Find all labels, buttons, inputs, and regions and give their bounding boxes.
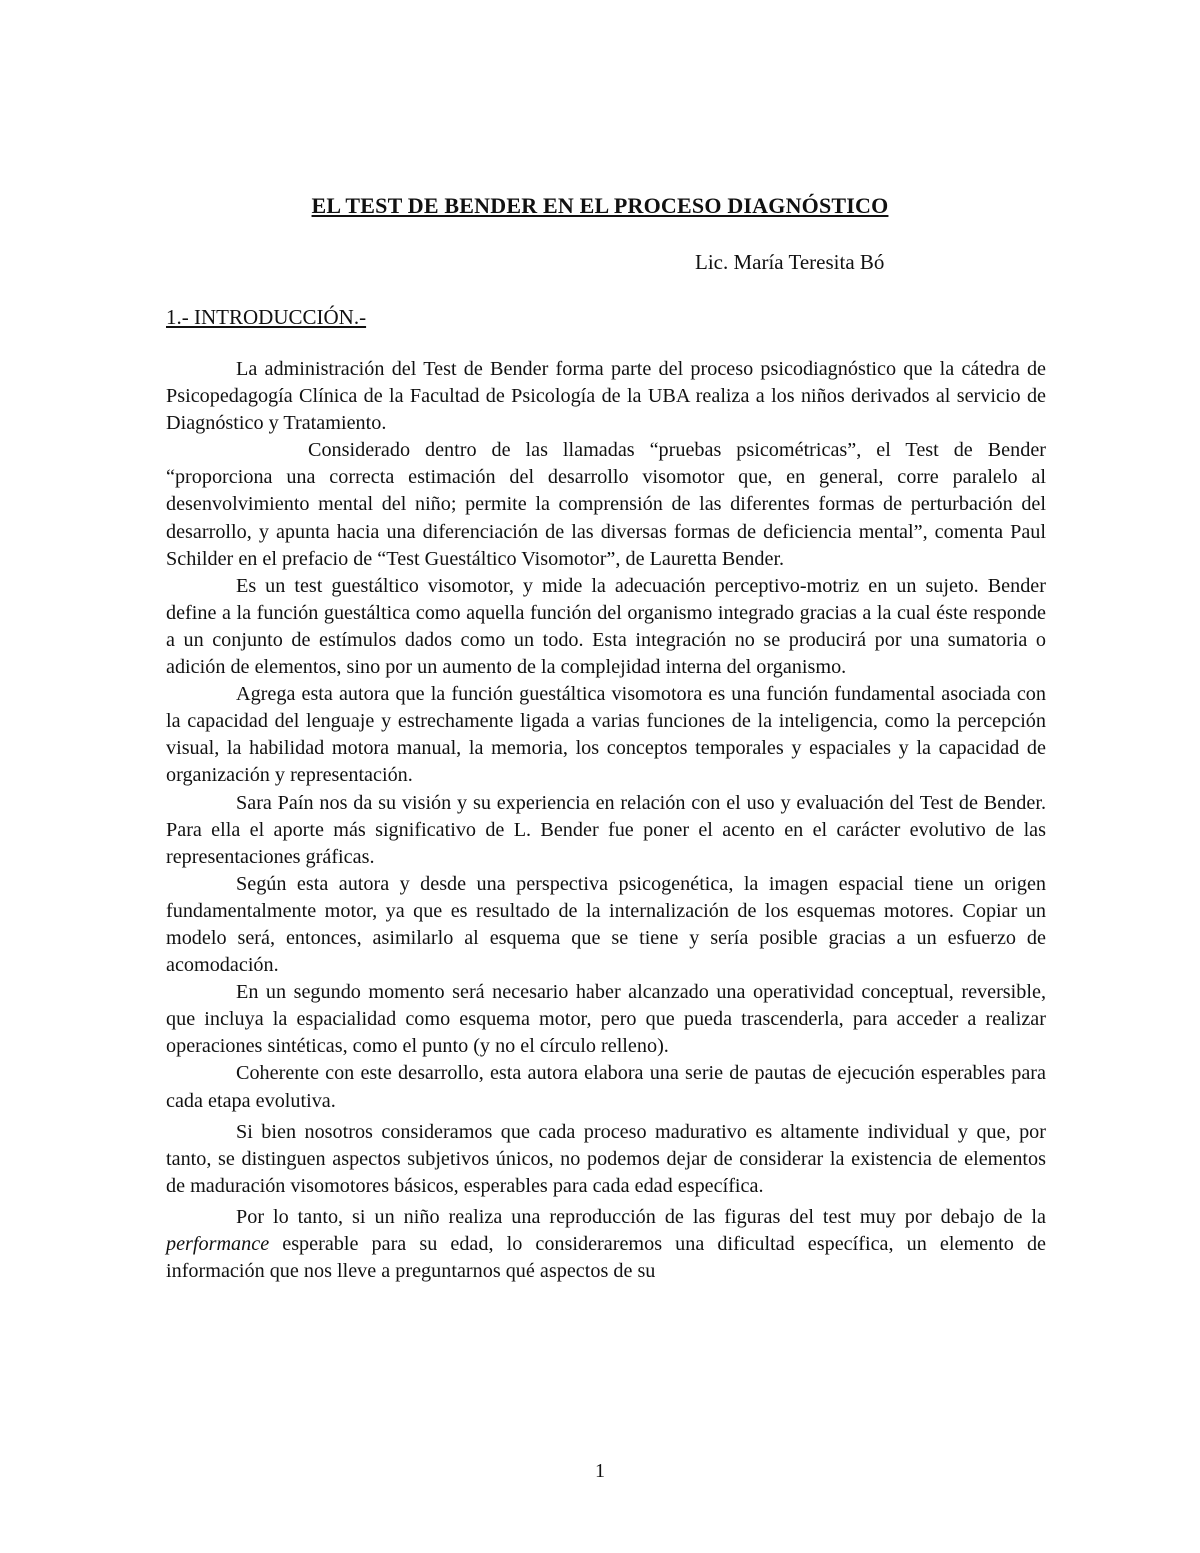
body-text bbox=[166, 356, 1046, 1285]
paragraph: Sara Paín nos da su visión y su experiencia en relación con el uso y evaluación del Test de Bender. Para ella el aporte más significativo de L. Bender fue poner el acento en el carácter evolutivo de las representaciones gráficas. bbox=[166, 791, 1046, 868]
emphasis-text: performance bbox=[166, 1233, 270, 1255]
paragraph: Según esta autora y desde una perspectiva psicogenética, la imagen espacial tiene un origen fundamentalmente motor, ya que es resultado de la internalización de los esquemas motores. Copiar un modelo será, entonces, asimilarlo al esquema que se tiene y sería posible gracias a un esfuerzo de acomodación. bbox=[166, 872, 1046, 977]
paragraph bbox=[166, 1204, 1046, 1285]
page-number: 1 bbox=[595, 1460, 605, 1482]
author-line: Lic. María Teresita Bó bbox=[695, 250, 885, 274]
paragraph: La administración del Test de Bender forma parte del proceso psicodiagnóstico que la cátedra de Psicopedagogía Clínica de la Facultad de Psicología de la UBA realiza a los niños derivados al servicio de Diagnóstico y Tratamiento. bbox=[166, 358, 1046, 435]
paragraph: Si bien nosotros consideramos que cada proceso madurativo es altamente individual y que, por tanto, se distinguen aspectos subjetivos únicos, no podemos dejar de considerar la existencia de elementos de maduración visomotores básicos, esperables para cada edad específica. bbox=[166, 1120, 1046, 1197]
paragraph: En un segundo momento será necesario haber alcanzado una operatividad conceptual, reversible, que incluya la espacialidad como esquema motor, pero que pueda trascenderla, para acceder a realizar operaciones sintéticas, como el punto (y no el círculo relleno). bbox=[166, 981, 1046, 1058]
section-heading: 1.- INTRODUCCIÓN.- bbox=[166, 305, 367, 329]
paragraph: Coherente con este desarrollo, esta autora elabora una serie de pautas de ejecución esperables para cada etapa evolutiva. bbox=[166, 1062, 1046, 1112]
paragraph: Es un test guestáltico visomotor, y mide la adecuación perceptivo-motriz en un sujeto. Bender define a la función guestáltica como aquella función del organismo integrado gracias a la cual éste responde a un conjunto de estímulos dados como un todo. Esta integración no se producirá por una sumatoria o adición de elementos, sino por un aumento de la complejidad interna del organismo. bbox=[166, 574, 1046, 679]
paragraph: Agrega esta autora que la función guestáltica visomotora es una función fundamental asociada con la capacidad del lenguaje y estrechamente ligada a varias funciones de la inteligencia, como la percepción visual, la habilidad motora manual, la memoria, los conceptos temporales y espaciales y la capacidad de organización y representación. bbox=[166, 683, 1046, 787]
paragraph-text: esperable para su edad, lo consideraremos una dificultad específica, un elemento de información que nos lleve a preguntarnos qué aspectos de su bbox=[166, 1233, 1046, 1283]
document-title: EL TEST DE BENDER EN EL PROCESO DIAGNÓSTICO bbox=[311, 193, 889, 218]
paragraph-text: Por lo tanto, si un niño realiza una reproducción de las figuras del test muy por debajo de la bbox=[236, 1205, 1046, 1228]
paragraph: Considerado dentro de las llamadas “pruebas psicométricas”, el Test de Bender “proporciona una correcta estimación del desarrollo visomotor que, en general, corre paralelo al desenvolvimiento mental del niño; permite la comprensión de las diferentes formas de perturbación del desarrollo, y apunta hacia una diferenciación de las diversas formas de deficiencia mental”, comenta Paul Schilder en el prefacio de “Test Guestáltico Visomotor”, de Lauretta Bender. bbox=[166, 439, 1046, 570]
